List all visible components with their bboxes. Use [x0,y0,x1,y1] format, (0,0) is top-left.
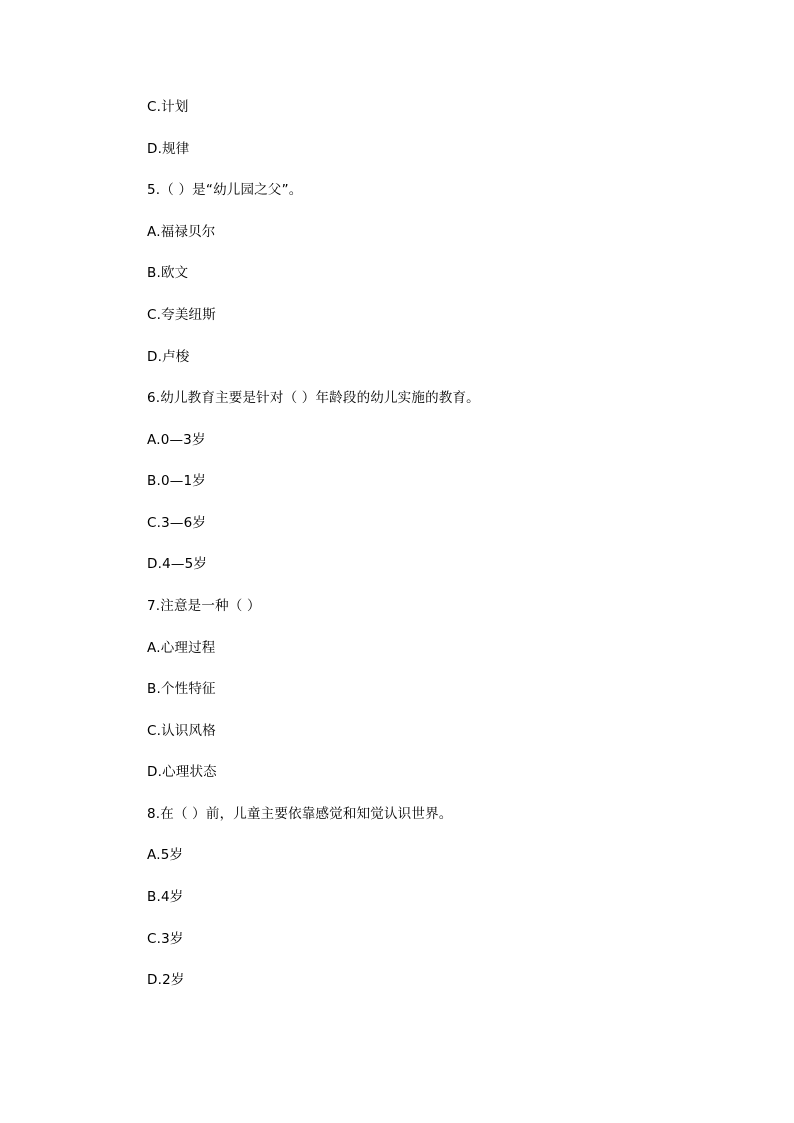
q5-option-b: B.欧文 [147,265,189,281]
q6-question: 6.幼儿教育主要是针对（ ）年龄段的幼儿实施的教育。 [147,390,480,406]
q8-option-b: B.4岁 [147,889,184,905]
q6-option-d: D.4—5岁 [147,556,208,572]
q7-option-b: B.个性特征 [147,681,216,697]
q5-option-a: A.福禄贝尔 [147,224,216,240]
q5-option-d: D.卢梭 [147,349,190,365]
q4-option-c: C.计划 [147,99,189,115]
q6-option-b: B.0—1岁 [147,473,206,489]
q8-option-c: C.3岁 [147,931,184,947]
q6-option-c: C.3—6岁 [147,515,207,531]
q8-option-d: D.2岁 [147,972,185,988]
q5-question: 5.（ ）是“幼儿园之父”。 [147,182,303,198]
q7-option-d: D.心理状态 [147,764,217,780]
q7-question: 7.注意是一种（ ） [147,598,261,614]
q7-option-c: C.认识风格 [147,723,216,739]
q8-option-a: A.5岁 [147,847,184,863]
q7-option-a: A.心理过程 [147,640,216,656]
q8-question: 8.在（ ）前，儿童主要依靠感觉和知觉认识世界。 [147,806,453,822]
q5-option-c: C.夸美纽斯 [147,307,216,323]
q4-option-d: D.规律 [147,141,190,157]
q6-option-a: A.0—3岁 [147,432,206,448]
